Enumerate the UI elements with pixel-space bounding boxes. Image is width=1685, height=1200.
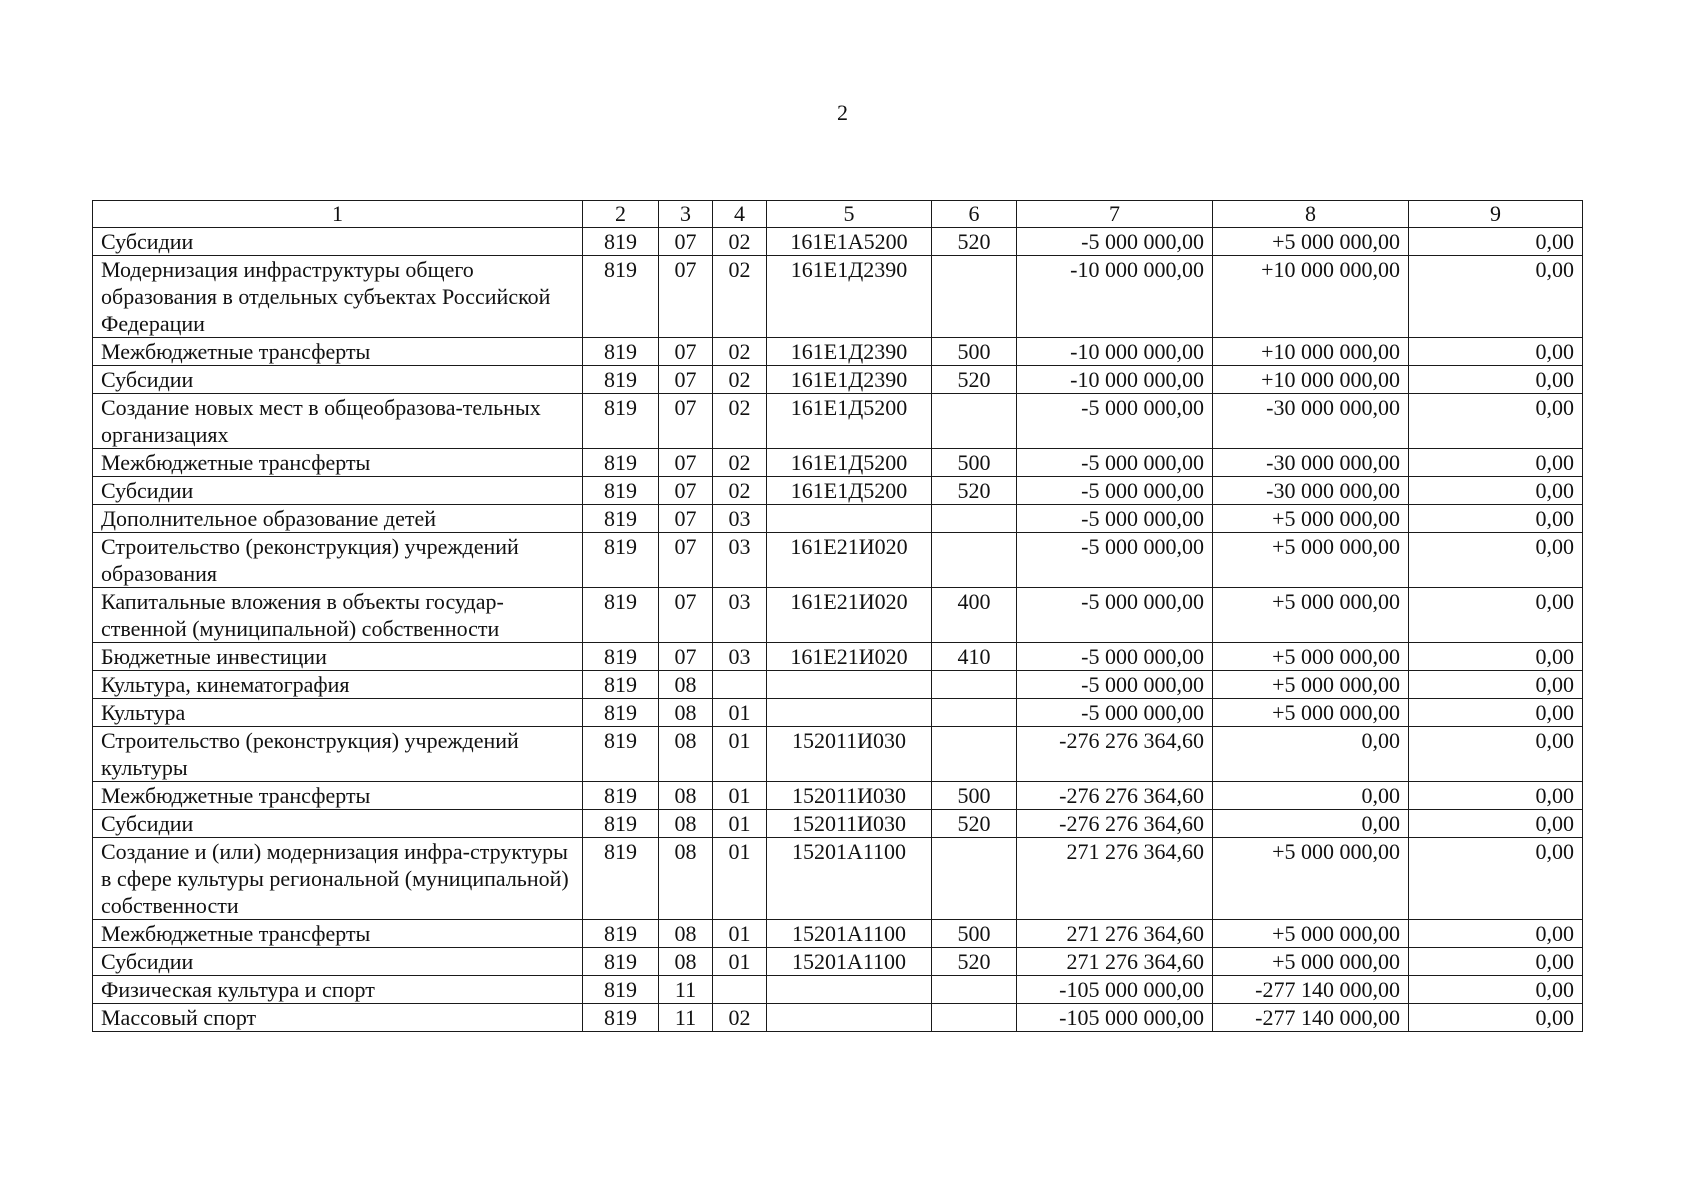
section-code-cell: 07 (659, 643, 713, 671)
amount-col8-cell: +5 000 000,00 (1213, 588, 1409, 643)
subsection-code-cell: 01 (713, 699, 767, 727)
expense-type-cell: 520 (932, 228, 1017, 256)
amount-col9-cell: 0,00 (1409, 477, 1583, 505)
amount-col9-cell: 0,00 (1409, 533, 1583, 588)
target-article-cell: 161E1A5200 (767, 228, 932, 256)
subsection-code-cell: 02 (713, 366, 767, 394)
subsection-code-cell: 02 (713, 1004, 767, 1032)
table-row (93, 505, 1583, 533)
amount-col9-cell: 0,00 (1409, 782, 1583, 810)
subsection-code-cell: 01 (713, 810, 767, 838)
amount-col9-cell: 0,00 (1409, 976, 1583, 1004)
subsection-code-cell: 01 (713, 838, 767, 920)
item-name-cell: Субсидии (93, 948, 583, 976)
table-row (93, 782, 1583, 810)
amount-col8-cell: +5 000 000,00 (1213, 643, 1409, 671)
subsection-code-cell: 02 (713, 256, 767, 338)
ministry-code-cell: 819 (583, 643, 659, 671)
item-name-cell: Дополнительное образование детей (93, 505, 583, 533)
item-name-cell: Модернизация инфраструктуры общего образования в отдельных субъектах Российской Федерации (93, 256, 583, 338)
amount-col8-cell: +5 000 000,00 (1213, 699, 1409, 727)
amount-col8-cell: -277 140 000,00 (1213, 976, 1409, 1004)
section-code-cell: 07 (659, 477, 713, 505)
column-header: 3 (659, 201, 713, 228)
amount-col8-cell: +10 000 000,00 (1213, 256, 1409, 338)
column-header: 5 (767, 201, 932, 228)
subsection-code-cell: 01 (713, 782, 767, 810)
amount-col8-cell: 0,00 (1213, 782, 1409, 810)
amount-col8-cell: +5 000 000,00 (1213, 505, 1409, 533)
expense-type-cell (932, 976, 1017, 1004)
amount-col7-cell: -5 000 000,00 (1017, 394, 1213, 449)
table-row (93, 588, 1583, 643)
target-article-cell: 161E21И020 (767, 588, 932, 643)
ministry-code-cell: 819 (583, 477, 659, 505)
amount-col7-cell: -5 000 000,00 (1017, 505, 1213, 533)
amount-col8-cell: +5 000 000,00 (1213, 671, 1409, 699)
subsection-code-cell: 03 (713, 588, 767, 643)
item-name-cell: Субсидии (93, 366, 583, 394)
amount-col7-cell: -5 000 000,00 (1017, 477, 1213, 505)
section-code-cell: 08 (659, 699, 713, 727)
amount-col9-cell: 0,00 (1409, 505, 1583, 533)
expense-type-cell: 400 (932, 588, 1017, 643)
amount-col9-cell: 0,00 (1409, 920, 1583, 948)
amount-col7-cell: -10 000 000,00 (1017, 338, 1213, 366)
amount-col8-cell: -30 000 000,00 (1213, 477, 1409, 505)
subsection-code-cell (713, 671, 767, 699)
ministry-code-cell: 819 (583, 505, 659, 533)
item-name-cell: Строительство (реконструкция) учреждений культуры (93, 727, 583, 782)
amount-col8-cell: -277 140 000,00 (1213, 1004, 1409, 1032)
subsection-code-cell (713, 976, 767, 1004)
expense-type-cell (932, 256, 1017, 338)
section-code-cell: 08 (659, 727, 713, 782)
target-article-cell (767, 671, 932, 699)
amount-col7-cell: -276 276 364,60 (1017, 782, 1213, 810)
subsection-code-cell: 01 (713, 920, 767, 948)
amount-col7-cell: 271 276 364,60 (1017, 920, 1213, 948)
item-name-cell: Создание новых мест в общеобразова-тельных организациях (93, 394, 583, 449)
amount-col7-cell: -5 000 000,00 (1017, 588, 1213, 643)
column-header: 7 (1017, 201, 1213, 228)
section-code-cell: 08 (659, 920, 713, 948)
table-row (93, 366, 1583, 394)
item-name-cell: Межбюджетные трансферты (93, 920, 583, 948)
expense-type-cell: 520 (932, 948, 1017, 976)
ministry-code-cell: 819 (583, 449, 659, 477)
table-row (93, 920, 1583, 948)
column-header: 6 (932, 201, 1017, 228)
subsection-code-cell: 02 (713, 394, 767, 449)
item-name-cell: Строительство (реконструкция) учреждений образования (93, 533, 583, 588)
expense-type-cell (932, 838, 1017, 920)
column-header: 2 (583, 201, 659, 228)
ministry-code-cell: 819 (583, 394, 659, 449)
amount-col8-cell: 0,00 (1213, 810, 1409, 838)
amount-col8-cell: -30 000 000,00 (1213, 394, 1409, 449)
table-row (93, 810, 1583, 838)
amount-col9-cell: 0,00 (1409, 338, 1583, 366)
amount-col9-cell: 0,00 (1409, 671, 1583, 699)
expense-type-cell (932, 727, 1017, 782)
table-row (93, 477, 1583, 505)
section-code-cell: 07 (659, 449, 713, 477)
section-code-cell: 07 (659, 228, 713, 256)
expense-type-cell (932, 699, 1017, 727)
amount-col8-cell: +5 000 000,00 (1213, 838, 1409, 920)
expense-type-cell: 500 (932, 338, 1017, 366)
ministry-code-cell: 819 (583, 948, 659, 976)
column-header: 9 (1409, 201, 1583, 228)
target-article-cell: 15201A1100 (767, 948, 932, 976)
amount-col9-cell: 0,00 (1409, 1004, 1583, 1032)
ministry-code-cell: 819 (583, 1004, 659, 1032)
item-name-cell: Субсидии (93, 477, 583, 505)
item-name-cell: Культура (93, 699, 583, 727)
page-number: 2 (837, 100, 848, 125)
expense-type-cell (932, 671, 1017, 699)
ministry-code-cell: 819 (583, 338, 659, 366)
amount-col9-cell: 0,00 (1409, 449, 1583, 477)
expense-type-cell: 520 (932, 810, 1017, 838)
amount-col7-cell: -276 276 364,60 (1017, 810, 1213, 838)
subsection-code-cell: 03 (713, 643, 767, 671)
ministry-code-cell: 819 (583, 838, 659, 920)
ministry-code-cell: 819 (583, 727, 659, 782)
amount-col8-cell: +5 000 000,00 (1213, 533, 1409, 588)
section-code-cell: 07 (659, 394, 713, 449)
table-row (93, 699, 1583, 727)
amount-col9-cell: 0,00 (1409, 366, 1583, 394)
table-row (93, 643, 1583, 671)
amount-col7-cell: 271 276 364,60 (1017, 838, 1213, 920)
section-code-cell: 08 (659, 782, 713, 810)
table-row (93, 948, 1583, 976)
amount-col9-cell: 0,00 (1409, 948, 1583, 976)
table-row (93, 256, 1583, 338)
amount-col7-cell: -5 000 000,00 (1017, 533, 1213, 588)
ministry-code-cell: 819 (583, 588, 659, 643)
section-code-cell: 07 (659, 256, 713, 338)
table-row (93, 838, 1583, 920)
column-header: 4 (713, 201, 767, 228)
section-code-cell: 07 (659, 366, 713, 394)
target-article-cell: 161E1Д2390 (767, 256, 932, 338)
ministry-code-cell: 819 (583, 228, 659, 256)
target-article-cell: 161E1Д5200 (767, 449, 932, 477)
target-article-cell: 15201A1100 (767, 838, 932, 920)
table-row (93, 976, 1583, 1004)
amount-col9-cell: 0,00 (1409, 588, 1583, 643)
expense-type-cell (932, 1004, 1017, 1032)
ministry-code-cell: 819 (583, 976, 659, 1004)
amount-col9-cell: 0,00 (1409, 810, 1583, 838)
table-row (93, 338, 1583, 366)
amount-col7-cell: -5 000 000,00 (1017, 449, 1213, 477)
table-row (93, 228, 1583, 256)
section-code-cell: 11 (659, 976, 713, 1004)
target-article-cell (767, 1004, 932, 1032)
ministry-code-cell: 819 (583, 533, 659, 588)
column-header: 1 (93, 201, 583, 228)
amount-col9-cell: 0,00 (1409, 256, 1583, 338)
table-row (93, 449, 1583, 477)
amount-col9-cell: 0,00 (1409, 838, 1583, 920)
table-row (93, 394, 1583, 449)
amount-col8-cell: +10 000 000,00 (1213, 366, 1409, 394)
ministry-code-cell: 819 (583, 256, 659, 338)
section-code-cell: 08 (659, 838, 713, 920)
expense-type-cell: 500 (932, 449, 1017, 477)
amount-col7-cell: -5 000 000,00 (1017, 643, 1213, 671)
expense-type-cell: 520 (932, 477, 1017, 505)
amount-col7-cell: -5 000 000,00 (1017, 699, 1213, 727)
header-row (93, 201, 1583, 228)
amount-col7-cell: -105 000 000,00 (1017, 976, 1213, 1004)
amount-col7-cell: -276 276 364,60 (1017, 727, 1213, 782)
section-code-cell: 07 (659, 338, 713, 366)
item-name-cell: Культура, кинематография (93, 671, 583, 699)
subsection-code-cell: 02 (713, 477, 767, 505)
target-article-cell: 161E1Д5200 (767, 394, 932, 449)
expense-type-cell (932, 394, 1017, 449)
expense-type-cell: 500 (932, 920, 1017, 948)
target-article-cell: 161E1Д5200 (767, 477, 932, 505)
expense-type-cell (932, 533, 1017, 588)
item-name-cell: Субсидии (93, 810, 583, 838)
section-code-cell: 08 (659, 671, 713, 699)
target-article-cell: 15201A1100 (767, 920, 932, 948)
item-name-cell: Межбюджетные трансферты (93, 782, 583, 810)
item-name-cell: Массовый спорт (93, 1004, 583, 1032)
subsection-code-cell: 01 (713, 727, 767, 782)
expense-type-cell: 410 (932, 643, 1017, 671)
target-article-cell (767, 699, 932, 727)
expense-type-cell: 520 (932, 366, 1017, 394)
item-name-cell: Межбюджетные трансферты (93, 449, 583, 477)
table-row (93, 727, 1583, 782)
amount-col8-cell: +5 000 000,00 (1213, 948, 1409, 976)
target-article-cell: 152011И030 (767, 810, 932, 838)
section-code-cell: 11 (659, 1004, 713, 1032)
subsection-code-cell: 01 (713, 948, 767, 976)
section-code-cell: 07 (659, 533, 713, 588)
ministry-code-cell: 819 (583, 671, 659, 699)
item-name-cell: Бюджетные инвестиции (93, 643, 583, 671)
target-article-cell: 161E21И020 (767, 643, 932, 671)
amount-col9-cell: 0,00 (1409, 228, 1583, 256)
amount-col8-cell: -30 000 000,00 (1213, 449, 1409, 477)
amount-col9-cell: 0,00 (1409, 643, 1583, 671)
table-row (93, 1004, 1583, 1032)
section-code-cell: 07 (659, 588, 713, 643)
item-name-cell: Капитальные вложения в объекты государ-ственной (муниципальной) собственности (93, 588, 583, 643)
subsection-code-cell: 02 (713, 338, 767, 366)
target-article-cell: 161E1Д2390 (767, 366, 932, 394)
amount-col9-cell: 0,00 (1409, 394, 1583, 449)
target-article-cell: 161E1Д2390 (767, 338, 932, 366)
target-article-cell: 161E21И020 (767, 533, 932, 588)
subsection-code-cell: 02 (713, 449, 767, 477)
item-name-cell: Физическая культура и спорт (93, 976, 583, 1004)
amount-col7-cell: -5 000 000,00 (1017, 671, 1213, 699)
amount-col8-cell: +5 000 000,00 (1213, 920, 1409, 948)
target-article-cell: 152011И030 (767, 782, 932, 810)
target-article-cell: 152011И030 (767, 727, 932, 782)
amount-col7-cell: -5 000 000,00 (1017, 228, 1213, 256)
amount-col8-cell: +5 000 000,00 (1213, 228, 1409, 256)
amount-col9-cell: 0,00 (1409, 699, 1583, 727)
subsection-code-cell: 03 (713, 533, 767, 588)
amount-col7-cell: -105 000 000,00 (1017, 1004, 1213, 1032)
subsection-code-cell: 02 (713, 228, 767, 256)
expense-type-cell (932, 505, 1017, 533)
ministry-code-cell: 819 (583, 810, 659, 838)
column-header: 8 (1213, 201, 1409, 228)
item-name-cell: Межбюджетные трансферты (93, 338, 583, 366)
section-code-cell: 08 (659, 948, 713, 976)
amount-col7-cell: -10 000 000,00 (1017, 256, 1213, 338)
ministry-code-cell: 819 (583, 782, 659, 810)
amount-col8-cell: +10 000 000,00 (1213, 338, 1409, 366)
target-article-cell (767, 976, 932, 1004)
item-name-cell: Субсидии (93, 228, 583, 256)
table-row (93, 671, 1583, 699)
section-code-cell: 08 (659, 810, 713, 838)
amount-col9-cell: 0,00 (1409, 727, 1583, 782)
expense-type-cell: 500 (932, 782, 1017, 810)
table-row (93, 533, 1583, 588)
subsection-code-cell: 03 (713, 505, 767, 533)
amount-col7-cell: 271 276 364,60 (1017, 948, 1213, 976)
ministry-code-cell: 819 (583, 699, 659, 727)
section-code-cell: 07 (659, 505, 713, 533)
target-article-cell (767, 505, 932, 533)
item-name-cell: Создание и (или) модернизация инфра-структуры в сфере культуры региональной (муниципальной) собственности (93, 838, 583, 920)
budget-table (92, 200, 1583, 1032)
amount-col8-cell: 0,00 (1213, 727, 1409, 782)
ministry-code-cell: 819 (583, 366, 659, 394)
ministry-code-cell: 819 (583, 920, 659, 948)
amount-col7-cell: -10 000 000,00 (1017, 366, 1213, 394)
